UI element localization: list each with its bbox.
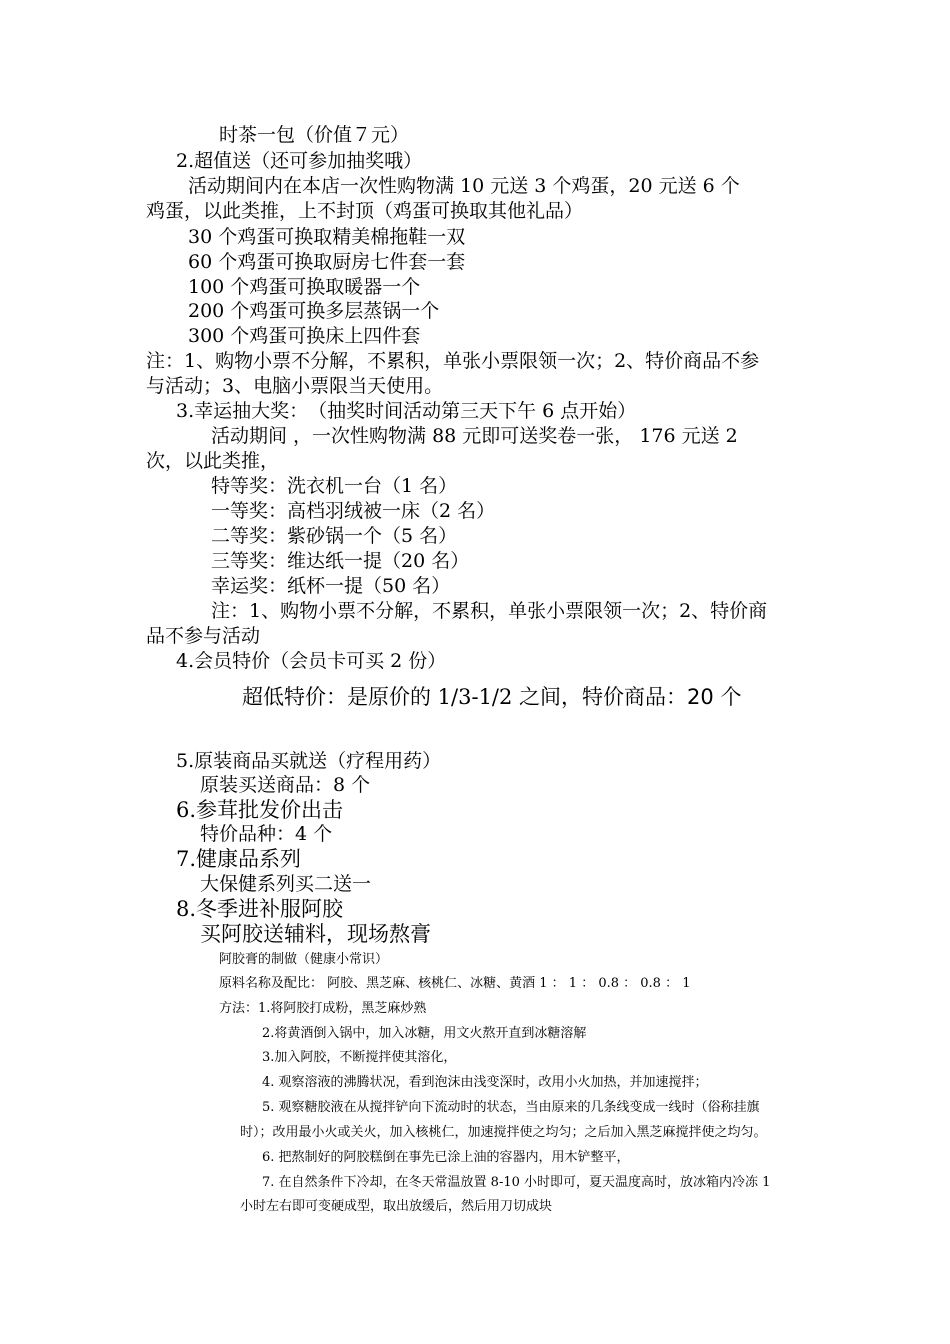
prize-first: 一等奖：高档羽绒被一床（2 名） [211,500,496,522]
prize-special: 特等奖：洗衣机一台（1 名） [211,475,458,497]
recipe-title: 阿胶膏的制做（健康小常识） [219,952,389,967]
egg-reward-300: 300 个鸡蛋可换床上四件套 [188,325,421,347]
recipe-ingredients: 原料名称及配比： 阿胶、黑芝麻、核桃仁、冰糖、黄酒 1 ： 1 ： 0.8 ： 0.8 ： 1 [219,976,691,991]
note-2-line-1: 注：1、购物小票不分解，不累积，单张小票限领一次；2、特价商 [211,600,768,622]
member-special-price [242,687,741,708]
section-7-detail: 大保健系列买二送一 [200,873,372,895]
recipe-step-2: 2.将黄酒倒入锅中，加入冰糖，用文火熬开直到冰糖溶解 [262,1026,587,1041]
section-7-heading: 7.健康品系列 [176,847,302,871]
recipe-step-4: 4. 观察溶液的沸腾状况，看到泡沫由浅变深时，改用小火加热，并加速搅拌； [262,1075,708,1090]
note-1-line-2: 与活动；3、电脑小票限当天使用。 [146,375,444,397]
section-8-heading: 8.冬季进补服阿胶 [176,897,344,921]
note-1-line-1: 注：1、购物小票不分解，不累积，单张小票限领一次；2、特价商品不参 [146,350,760,372]
lottery-text-2: 次，以此类推， [146,450,280,472]
recipe-step-1: 方法：1.将阿胶打成粉，黑芝麻炒熟 [219,1001,427,1016]
section-2-heading: 2.超值送（还可参加抽奖哦） [176,150,423,172]
recipe-step-5-line-2: 时）；改用最小火或关火，加入核桃仁，加速搅拌使之均匀；之后加入黑芝麻搅拌使之均匀。 [240,1125,767,1140]
section-6-detail: 特价品种：4 个 [200,823,333,845]
note-2-line-2: 品不参与活动 [146,625,261,647]
recipe-step-6: 6. 把熬制好的阿胶糕倒在事先已涂上油的容器内，用木铲整平， [262,1150,630,1165]
lottery-text-1: 活动期间 ，一次性购物满 88 元即可送奖卷一张， 176 元送 2 [211,425,738,447]
section-8-detail: 买阿胶送辅料，现场熬膏 [200,922,431,946]
egg-reward-100: 100 个鸡蛋可换取暖器一个 [188,276,421,298]
section-5-heading: 5.原装商品买就送（疗程用药） [176,750,442,772]
recipe-step-5-line-1: 5. 观察糖胶液在从搅拌铲向下流动时的状态，当由原来的几条线变成一线时（俗称挂旗 [262,1100,760,1115]
member-special-text: 超低特价：是原价的 1/3-1/2 之间，特价商品： [242,685,688,709]
prize-third: 三等奖：维达纸一提（20 名） [211,550,470,572]
section-3-heading: 3.幸运抽大奖： （抽奖时间活动第三天下午 6 点开始） [176,400,637,422]
recipe-step-7-line-1: 7. 在自然条件下冷却，在冬天常温放置 8-10 小时即可，夏天温度高时，放冰箱内冷冻 1 [262,1175,771,1190]
recipe-step-3: 3.加入阿胶，不断搅拌使其溶化， [262,1050,457,1065]
egg-reward-30: 30 个鸡蛋可换取精美棉拖鞋一双 [188,226,466,248]
section-6-heading: 6.参茸批发价出击 [176,798,344,822]
section-5-detail: 原装买送商品：8 个 [200,774,371,796]
recipe-step-7-line-2: 小时左右即可变硬成型，取出放缓后，然后用刀切成块 [240,1199,553,1214]
egg-promo-text-1: 活动期间内在本店一次性购物满 10 元送 3 个鸡蛋，20 元送 6 个 [188,175,740,197]
prize-lucky: 幸运奖：纸杯一提（50 名） [211,575,451,597]
prize-second: 二等奖：紫砂锅一个（5 名） [211,525,458,547]
gift-tea-line: 时茶一包（价值７元） [219,124,410,146]
egg-promo-text-2: 鸡蛋，以此类推，上不封顶（鸡蛋可换取其他礼品） [146,200,584,222]
egg-reward-60: 60 个鸡蛋可换取厨房七件套一套 [188,251,466,273]
egg-reward-200: 200 个鸡蛋可换多层蒸锅一个 [188,300,440,322]
section-4-heading: 4.会员特价（会员卡可买 2 份） [176,650,447,672]
member-special-count: 20 个 [687,685,742,709]
